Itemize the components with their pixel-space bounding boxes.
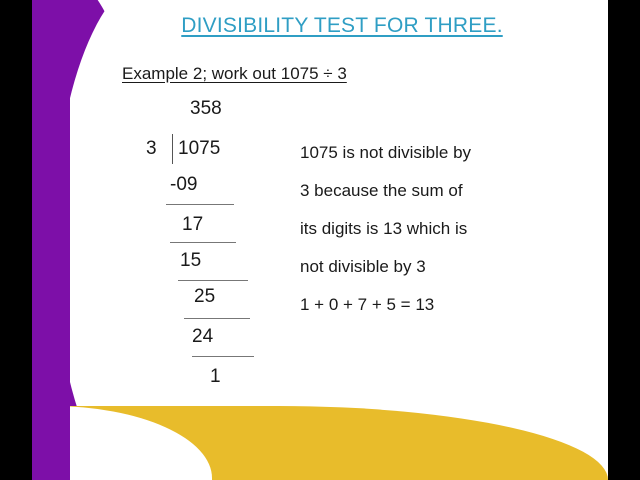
division-rule-3 xyxy=(178,280,248,281)
division-step-3: 15 xyxy=(180,250,202,271)
division-step-5: 24 xyxy=(192,326,214,347)
division-quotient: 358 xyxy=(190,98,222,119)
division-rule-5 xyxy=(192,356,254,357)
explanation-line: 3 because the sum of xyxy=(300,181,463,200)
slide-canvas xyxy=(32,0,608,480)
explanation-line: its digits is 13 which is xyxy=(300,219,468,238)
division-dividend: 1075 xyxy=(178,138,221,159)
division-remainder: 1 xyxy=(210,366,221,387)
division-step-4: 25 xyxy=(194,286,216,307)
explanation-text xyxy=(300,134,570,324)
slide-title: DIVISIBILITY TEST FOR THREE. xyxy=(181,14,503,37)
division-rule-2 xyxy=(170,242,236,243)
division-step-1: -09 xyxy=(170,174,198,195)
division-divisor: 3 xyxy=(146,138,157,159)
long-division-work xyxy=(116,98,306,398)
purple-foot-decoration xyxy=(32,406,70,480)
explanation-line: 1075 is not divisible by xyxy=(300,143,472,162)
division-rule-4 xyxy=(184,318,250,319)
explanation-line: not divisible by 3 xyxy=(300,257,426,276)
division-step-2: 17 xyxy=(182,214,204,235)
explanation-line: 1 + 0 + 7 + 5 = 13 xyxy=(300,295,435,314)
division-bracket-line xyxy=(172,134,173,164)
example-heading: Example 2; work out 1075 ÷ 3 xyxy=(122,64,347,83)
division-rule-1 xyxy=(166,204,234,205)
